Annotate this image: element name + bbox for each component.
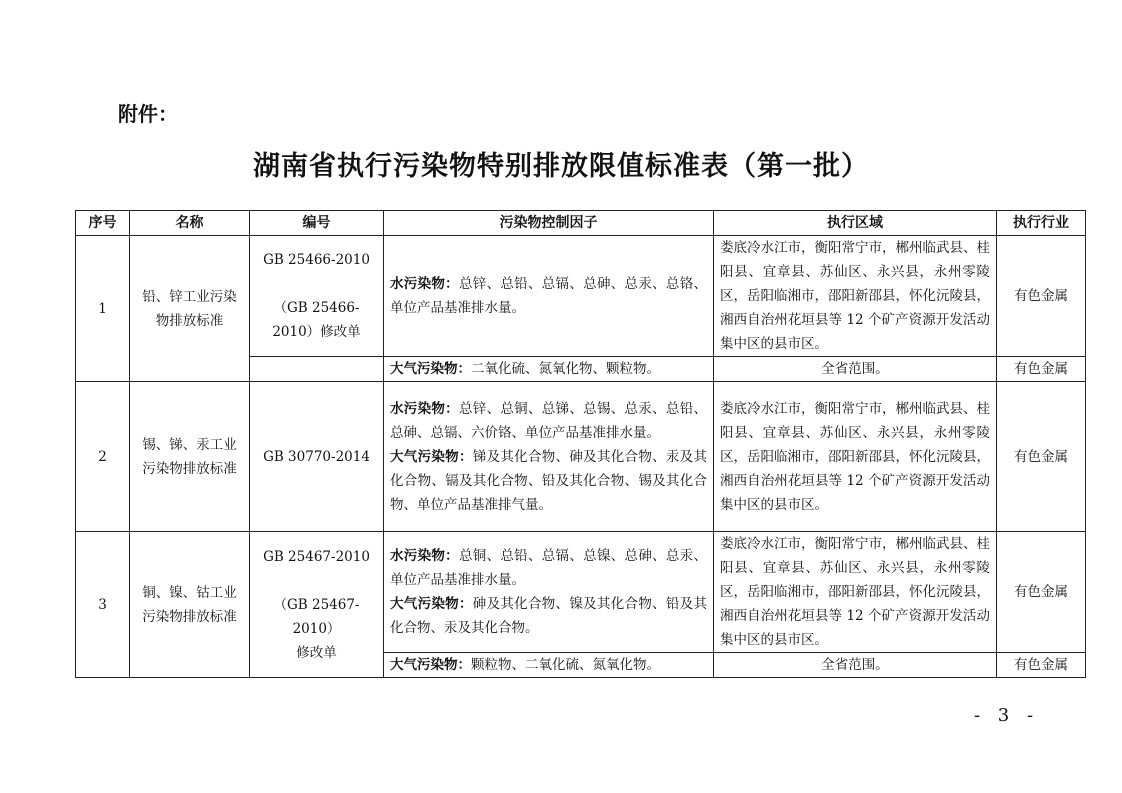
row2-factors	[384, 382, 714, 532]
row1-code-primary: GB 25466-2010	[263, 252, 370, 268]
row1-code-amendment: （GB 25466-2010）修改单	[272, 300, 361, 340]
page-title: 湖南省执行污染物特别排放限值标准表（第一批）	[253, 151, 869, 182]
header-seq: 序号	[76, 211, 130, 236]
row1-name: 铅、锌工业污染物排放标准	[130, 236, 250, 382]
row3-code-amendment-suffix: 修改单	[296, 644, 337, 661]
row2-air-text: 锑及其化合物、砷及其化合物、汞及其化合物、镉及其化合物、铅及其化合物、锡及其化合物、单位产品基准排气量。	[390, 448, 708, 513]
row2-industry: 有色金属	[997, 382, 1086, 532]
row3-seq: 3	[76, 532, 130, 678]
header-code: 编号	[250, 211, 384, 236]
row3-name: 铜、镍、钴工业污染物排放标准	[130, 532, 250, 678]
row1-air-region: 全省范围。	[714, 357, 997, 382]
table-row	[76, 532, 1086, 653]
row3-air-text: 砷及其化合物、镍及其化合物、铅及其化合物、汞及其化合物。	[390, 596, 708, 636]
row2-name: 锡、锑、汞工业污染物排放标准	[130, 382, 250, 532]
row3-region: 娄底冷水江市，衡阳常宁市，郴州临武县、桂阳县、宜章县、苏仙区、永兴县，永州零陵区，岳阳临湘市，邵阳新邵县，怀化沅陵县，湘西自治州花垣县等 12 个矿产资源开发活动集中区的县市区。	[714, 532, 997, 653]
row3-extra-air-text: 颗粒物、二氧化硫、氮氧化物。	[471, 657, 660, 673]
water-pollutant-label: 水污染物：	[390, 276, 459, 292]
row3-code-primary: GB 25467-2010	[263, 548, 370, 565]
water-pollutant-label: 水污染物：	[390, 548, 459, 564]
table-header-row	[76, 211, 1086, 236]
air-pollutant-label: 大气污染物：	[390, 361, 471, 377]
table-row	[76, 382, 1086, 532]
air-pollutant-label: 大气污染物：	[390, 596, 473, 612]
row2-seq: 2	[76, 382, 130, 532]
row2-code: GB 30770-2014	[250, 382, 384, 532]
row3-extra-air-factors	[384, 653, 714, 678]
row1-air-industry: 有色金属	[997, 357, 1086, 382]
row3-factors	[384, 532, 714, 653]
row1-air-text: 二氧化硫、氮氧化物、颗粒物。	[471, 361, 660, 377]
row1-seq: 1	[76, 236, 130, 382]
header-industry: 执行行业	[997, 211, 1086, 236]
row2-water-text: 总锌、总铜、总锑、总锡、总汞、总铅、总砷、总镉、六价铬、单位产品基准排水量。	[390, 400, 708, 441]
header-region: 执行区域	[714, 211, 997, 236]
air-pollutant-label: 大气污染物：	[390, 448, 473, 465]
row1-water-text: 总锌、总铅、总镉、总砷、总汞、总铬、单位产品基准排水量。	[390, 276, 708, 316]
standards-table	[75, 210, 1086, 678]
air-pollutant-label: 大气污染物：	[390, 657, 471, 673]
row1-industry: 有色金属	[997, 236, 1086, 357]
row1-air-factors	[384, 357, 714, 382]
row2-region: 娄底冷水江市，衡阳常宁市，郴州临武县、桂阳县、宜章县、苏仙区、永兴县，永州零陵区，岳阳临湘市，邵阳新邵县，怀化沅陵县，湘西自治州花垣县等 12 个矿产资源开发活动集中区的县市区。	[714, 382, 997, 532]
row1-region: 娄底冷水江市，衡阳常宁市，郴州临武县、桂阳县、宜章县、苏仙区、永兴县，永州零陵区，岳阳临湘市，邵阳新邵县，怀化沅陵县，湘西自治州花垣县等 12 个矿产资源开发活动集中区的县市区。	[714, 236, 997, 357]
row3-water-text: 总铜、总铅、总镉、总镍、总砷、总汞、单位产品基准排水量。	[390, 548, 708, 588]
attachment-label: 附件：	[118, 102, 178, 126]
header-factors: 污染物控制因子	[384, 211, 714, 236]
row3-industry: 有色金属	[997, 532, 1086, 653]
row3-extra-air-region: 全省范围。	[714, 653, 997, 678]
table-row	[76, 236, 1086, 357]
page-number: - 3 -	[974, 705, 1040, 726]
row1-code	[250, 236, 384, 357]
row3-code-amendment: （GB 25467-2010）	[273, 596, 360, 637]
row1-air-code	[250, 357, 384, 382]
water-pollutant-label: 水污染物：	[390, 400, 459, 417]
header-name: 名称	[130, 211, 250, 236]
row3-extra-air-industry: 有色金属	[997, 653, 1086, 678]
row1-water-factors	[384, 236, 714, 357]
row3-code	[250, 532, 384, 678]
